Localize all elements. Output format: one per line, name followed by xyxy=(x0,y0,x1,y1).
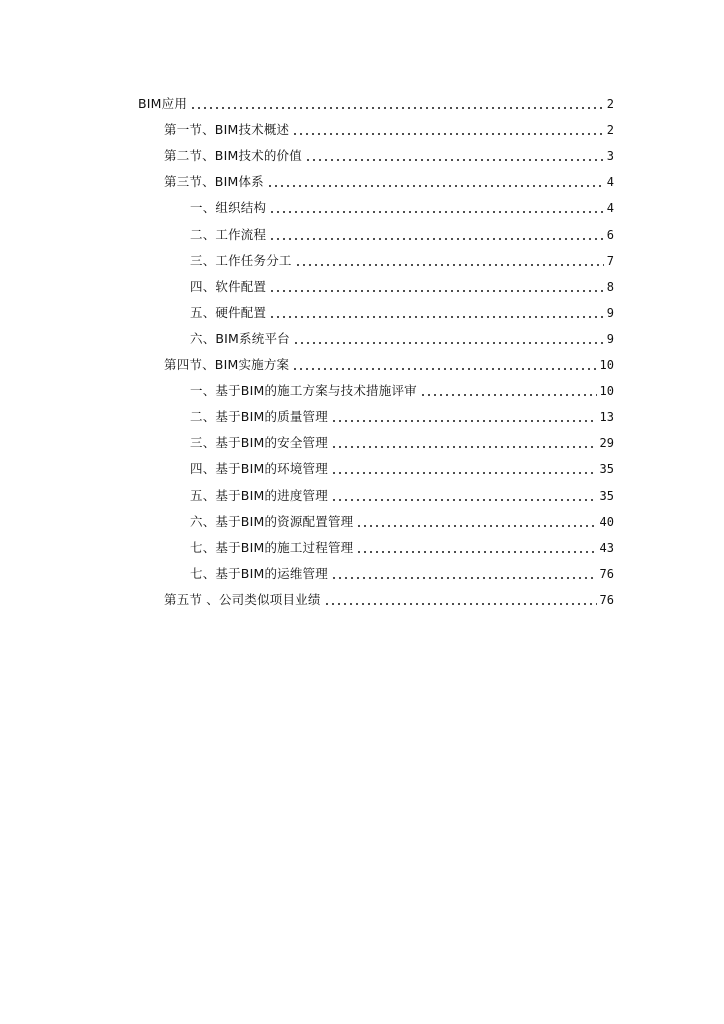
toc-entry-title: 六、BIM系统平台 xyxy=(190,330,290,346)
toc-entry[interactable] xyxy=(190,457,614,477)
toc-dot-leader xyxy=(331,446,597,448)
toc-dot-leader xyxy=(356,551,596,553)
toc-entry-page-number: 35 xyxy=(599,488,614,503)
toc-entry[interactable] xyxy=(190,510,614,530)
toc-entry-title: 第一节、BIM技术概述 xyxy=(164,122,290,138)
toc-entry[interactable] xyxy=(190,405,614,425)
toc-dot-leader xyxy=(269,238,604,240)
toc-entry-page-number: 7 xyxy=(606,253,614,268)
toc-entry[interactable] xyxy=(190,562,614,582)
toc-entry-page-number: 2 xyxy=(606,123,614,138)
toc-entry-page-number: 6 xyxy=(606,227,614,242)
toc-entry-page-number: 10 xyxy=(599,384,614,399)
toc-entry-title: 第四节、BIM实施方案 xyxy=(164,357,290,372)
toc-entry[interactable] xyxy=(190,196,614,216)
toc-entry-page-number: 40 xyxy=(599,514,614,529)
toc-entry-title: 一、基于BIM的施工方案与技术措施评审 xyxy=(190,383,417,399)
toc-entry[interactable] xyxy=(190,249,614,269)
toc-entry-title: 二、工作流程 xyxy=(190,226,267,242)
toc-entry[interactable] xyxy=(190,275,614,295)
toc-entry-title: 二、基于BIM的质量管理 xyxy=(190,409,328,425)
toc-dot-leader xyxy=(292,133,604,135)
toc-dot-leader xyxy=(292,368,596,370)
toc-entry-page-number: 8 xyxy=(606,279,614,294)
toc-entry-page-number: 13 xyxy=(599,410,614,425)
toc-entry[interactable] xyxy=(164,170,614,190)
toc-dot-leader xyxy=(324,603,597,605)
toc-entry-title: 三、工作任务分工 xyxy=(190,252,292,268)
toc-entry[interactable] xyxy=(190,379,614,399)
toc-entry-page-number: 76 xyxy=(599,566,614,581)
toc-dot-leader xyxy=(295,264,604,266)
toc-dot-leader xyxy=(420,394,597,396)
toc-entry-title: 四、基于BIM的环境管理 xyxy=(190,461,328,477)
toc-entry-page-number: 2 xyxy=(606,97,614,111)
toc-entry[interactable] xyxy=(164,144,614,164)
toc-entry-title: 三、基于BIM的安全管理 xyxy=(190,435,328,451)
toc-dot-leader xyxy=(331,577,597,579)
toc-entry-page-number: 4 xyxy=(606,201,614,216)
toc-entry-title: 第五节 、公司类似项目业绩 xyxy=(164,591,321,607)
toc-dot-leader xyxy=(331,420,597,422)
toc-dot-leader xyxy=(356,525,596,527)
toc-entry-page-number: 3 xyxy=(606,149,614,164)
toc-entry[interactable] xyxy=(190,327,614,347)
toc-entry-page-number: 4 xyxy=(606,175,614,190)
toc-entry[interactable] xyxy=(164,353,614,373)
toc-entry-title: 七、基于BIM的运维管理 xyxy=(190,565,328,581)
toc-entry-title: 五、硬件配置 xyxy=(190,304,267,320)
toc-entry-title: 一、组织结构 xyxy=(190,200,267,216)
toc-dot-leader xyxy=(331,472,597,474)
toc-entry-title: 七、基于BIM的施工过程管理 xyxy=(190,539,354,555)
toc-entry[interactable] xyxy=(190,484,614,504)
toc-dot-leader xyxy=(331,499,597,501)
toc-dot-leader xyxy=(269,211,604,213)
toc-entry[interactable] xyxy=(190,431,614,451)
toc-entry-page-number: 29 xyxy=(599,436,614,451)
toc-entry[interactable] xyxy=(138,92,614,112)
toc-dot-leader xyxy=(267,185,604,187)
toc-entry-title: 第二节、BIM技术的价值 xyxy=(164,148,302,164)
toc-entry-title: BIM应用 xyxy=(138,96,188,111)
toc-dot-leader xyxy=(269,316,604,318)
toc-entry-page-number: 35 xyxy=(599,462,614,477)
toc-dot-leader xyxy=(269,290,604,292)
toc-dot-leader xyxy=(293,342,604,344)
toc-entry-title: 五、基于BIM的进度管理 xyxy=(190,487,328,503)
toc-entry[interactable] xyxy=(190,536,614,556)
toc-entry-page-number: 9 xyxy=(606,331,614,346)
toc-dot-leader xyxy=(305,159,604,161)
toc-entry-page-number: 10 xyxy=(599,358,614,372)
toc-dot-leader xyxy=(190,107,604,109)
toc-entry-page-number: 9 xyxy=(606,305,614,320)
toc-entry-title: 第三节、BIM体系 xyxy=(164,174,264,190)
toc-entry-page-number: 76 xyxy=(599,592,614,607)
toc-entry-page-number: 43 xyxy=(599,540,614,555)
toc-entry[interactable] xyxy=(190,223,614,243)
toc-entry-title: 六、基于BIM的资源配置管理 xyxy=(190,513,354,529)
toc-entry[interactable] xyxy=(164,588,614,608)
toc-entry[interactable] xyxy=(190,301,614,321)
toc-entry[interactable] xyxy=(164,118,614,138)
toc-entry-title: 四、软件配置 xyxy=(190,278,267,294)
